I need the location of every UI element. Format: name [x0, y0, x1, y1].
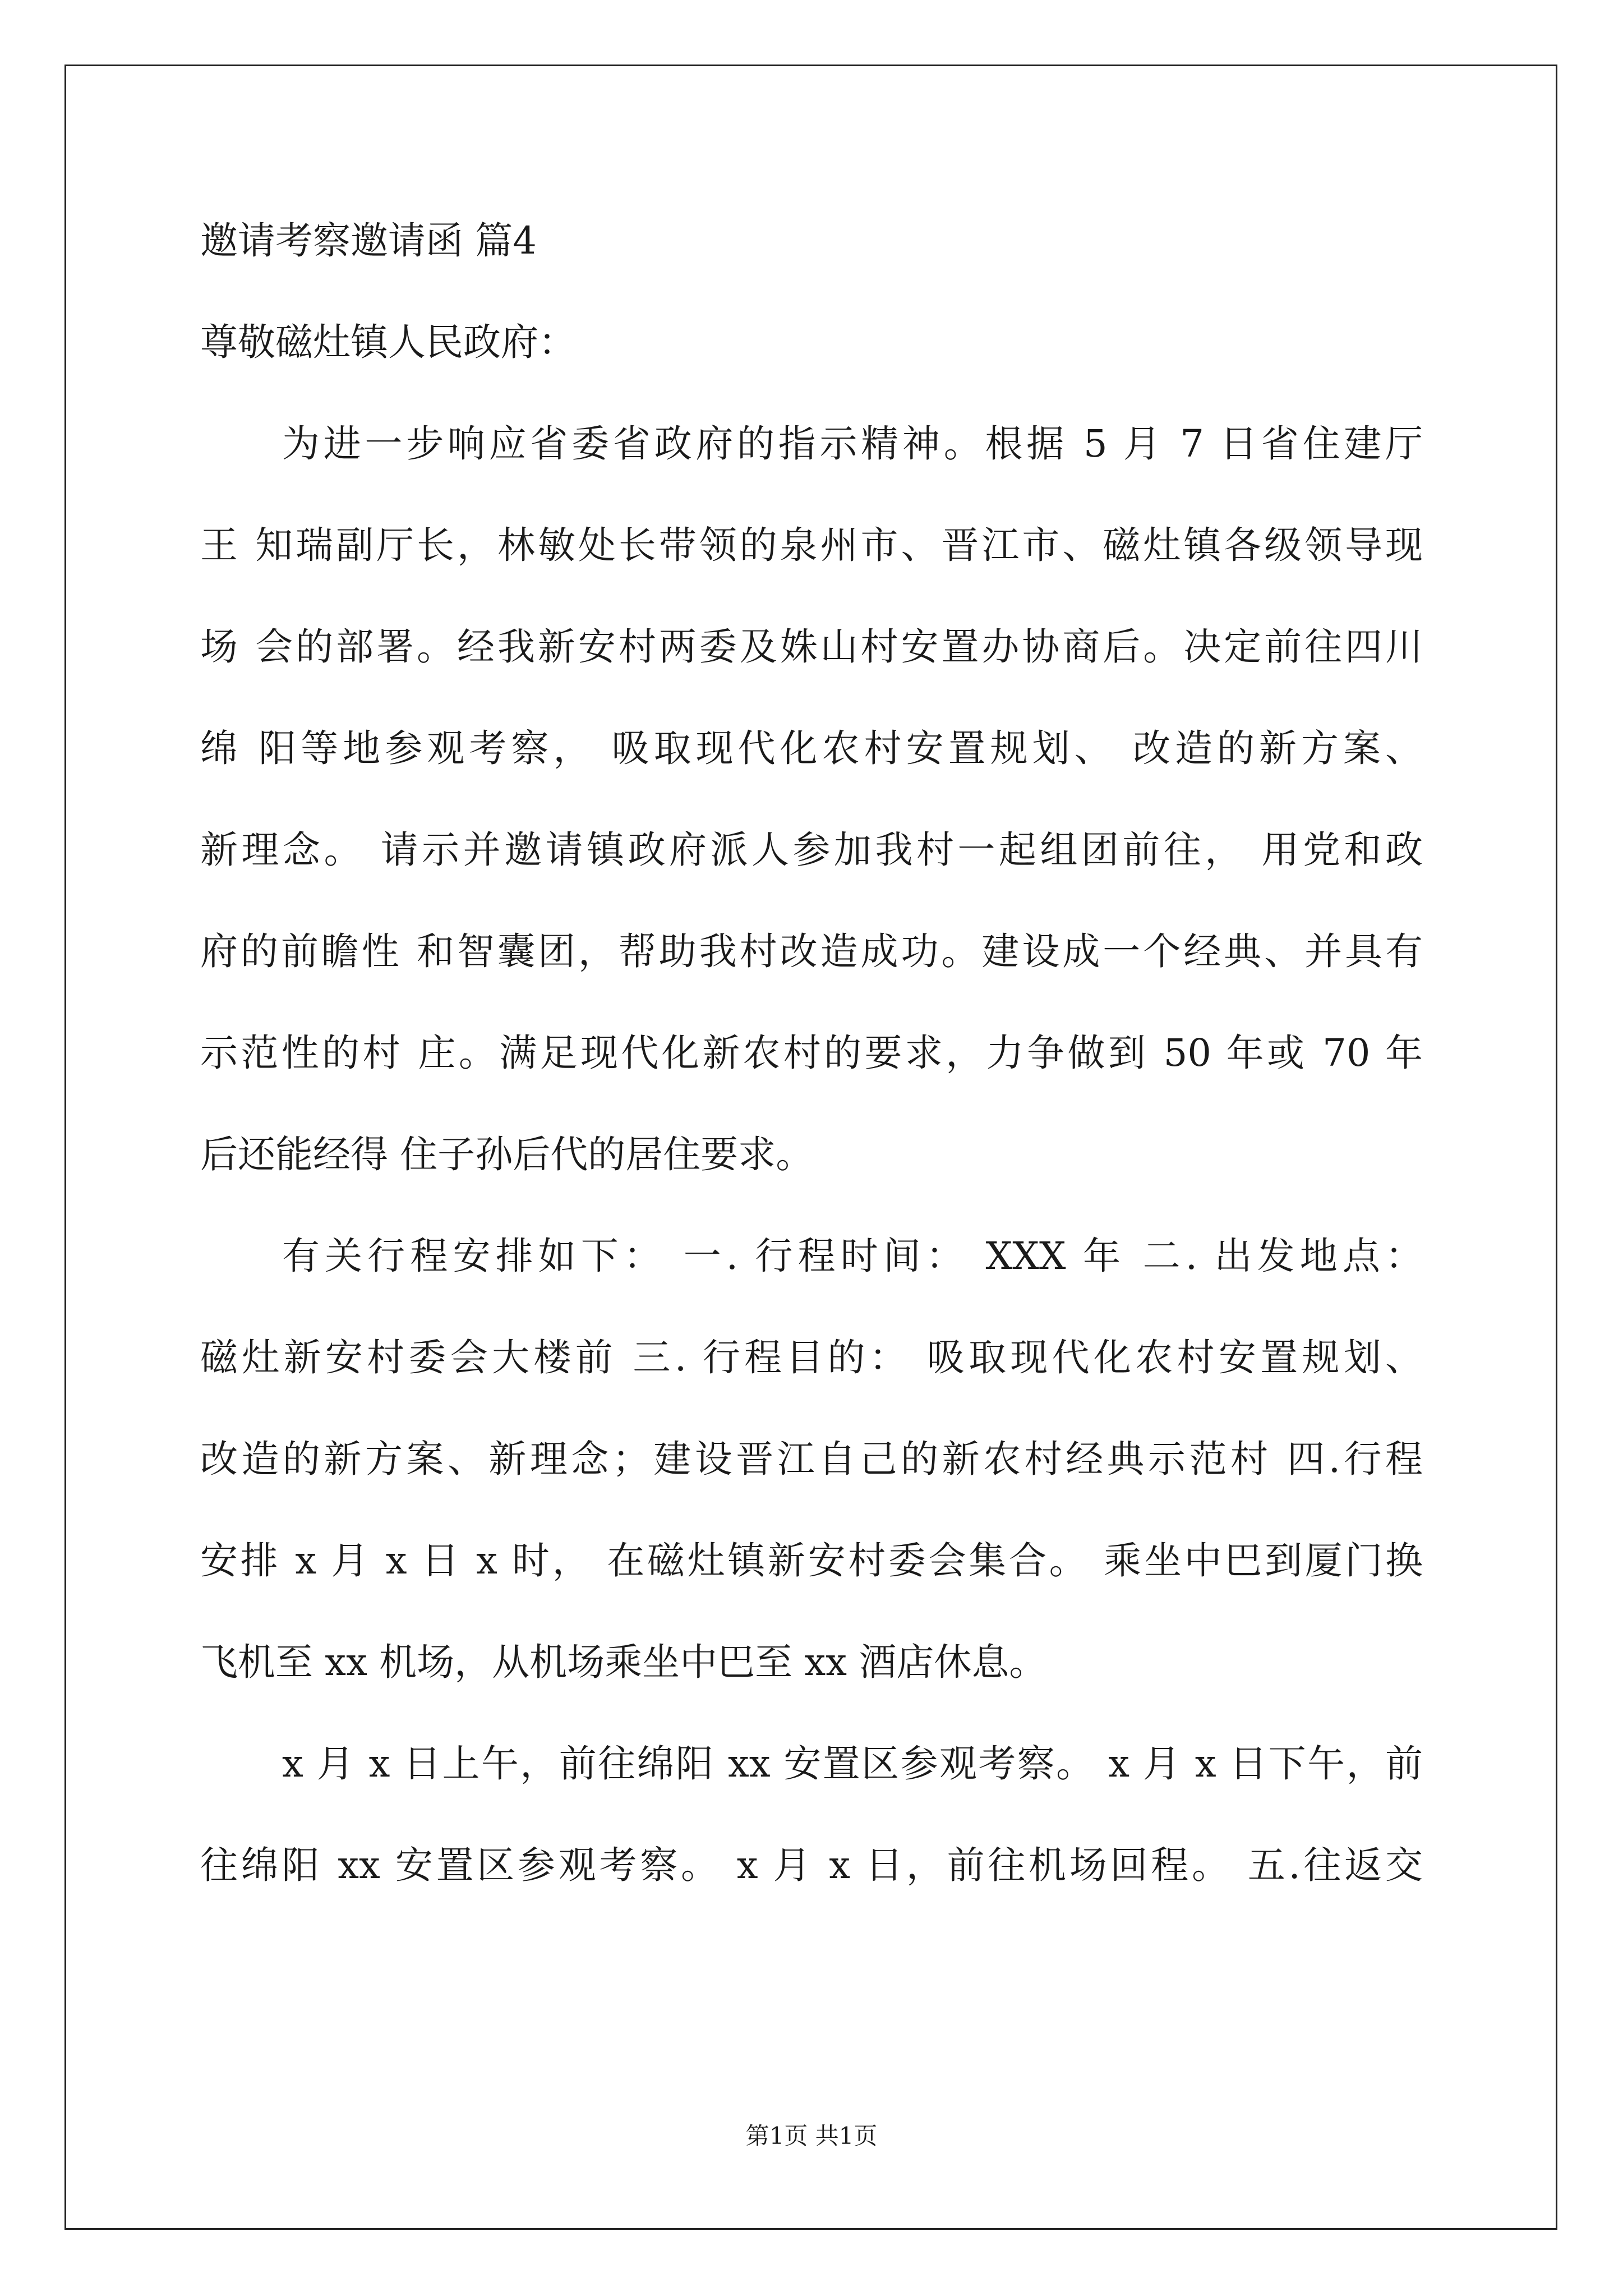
paragraph — [200, 1231, 1423, 1687]
text-line: 磁灶新安村委会大楼前 三. 行程目的： 吸取现代化农村安置规划、 — [200, 1336, 1423, 1379]
page-number: 第1页 共1页 — [745, 2122, 878, 2150]
text-line: 飞机至 xx 机场，从机场乘坐中巴至 xx 酒店休息。 — [200, 1640, 1047, 1684]
document-title: 邀请考察邀请函 篇4 — [200, 219, 537, 263]
text-line: 府的前瞻性 和智囊团，帮助我村改造成功。建设成一个经典、并具有 — [200, 930, 1423, 973]
paragraph — [200, 419, 1423, 1180]
text-line: 安排 x 月 x 日 x 时， 在磁灶镇新安村委会集合。 乘坐中巴到厦门换 — [200, 1539, 1423, 1582]
text-line: 往绵阳 xx 安置区参观考察。 x 月 x 日，前往机场回程。 五.往返交 — [200, 1843, 1423, 1887]
document-body — [200, 216, 1423, 1890]
paragraph — [200, 1739, 1423, 1890]
text-line: 新理念。 请示并邀请镇政府派人参加我村一起组团前往， 用党和政 — [200, 828, 1423, 872]
text-line: 后还能经得 住子孙后代的居住要求。 — [200, 1133, 814, 1176]
text-line: 场 会的部署。经我新安村两委及姝山村安置办协商后。决定前往四川 — [200, 625, 1423, 669]
text-line: 绵 阳等地参观考察， 吸取现代化农村安置规划、 改造的新方案、 — [200, 726, 1423, 770]
text-line: 改造的新方案、新理念；建设晋江自己的新农村经典示范村 四.行程 — [200, 1437, 1423, 1481]
text-line: 示范性的村 庄。满足现代化新农村的要求，力争做到 50 年或 70 年 — [200, 1031, 1423, 1075]
text-line: 为进一步响应省委省政府的指示精神。根据 5 月 7 日省住建厅 — [282, 422, 1423, 466]
text-line: x 月 x 日上午，前往绵阳 xx 安置区参观考察。 x 月 x 日下午，前 — [282, 1742, 1423, 1786]
text-line: 有关行程安排如下： 一. 行程时间： XXX 年 二. 出发地点： — [282, 1234, 1423, 1278]
salutation: 尊敬磁灶镇人民政府： — [200, 320, 576, 364]
text-line: 王 知瑞副厅长，林敏处长带领的泉州市、晋江市、磁灶镇各级领导现 — [200, 523, 1423, 567]
